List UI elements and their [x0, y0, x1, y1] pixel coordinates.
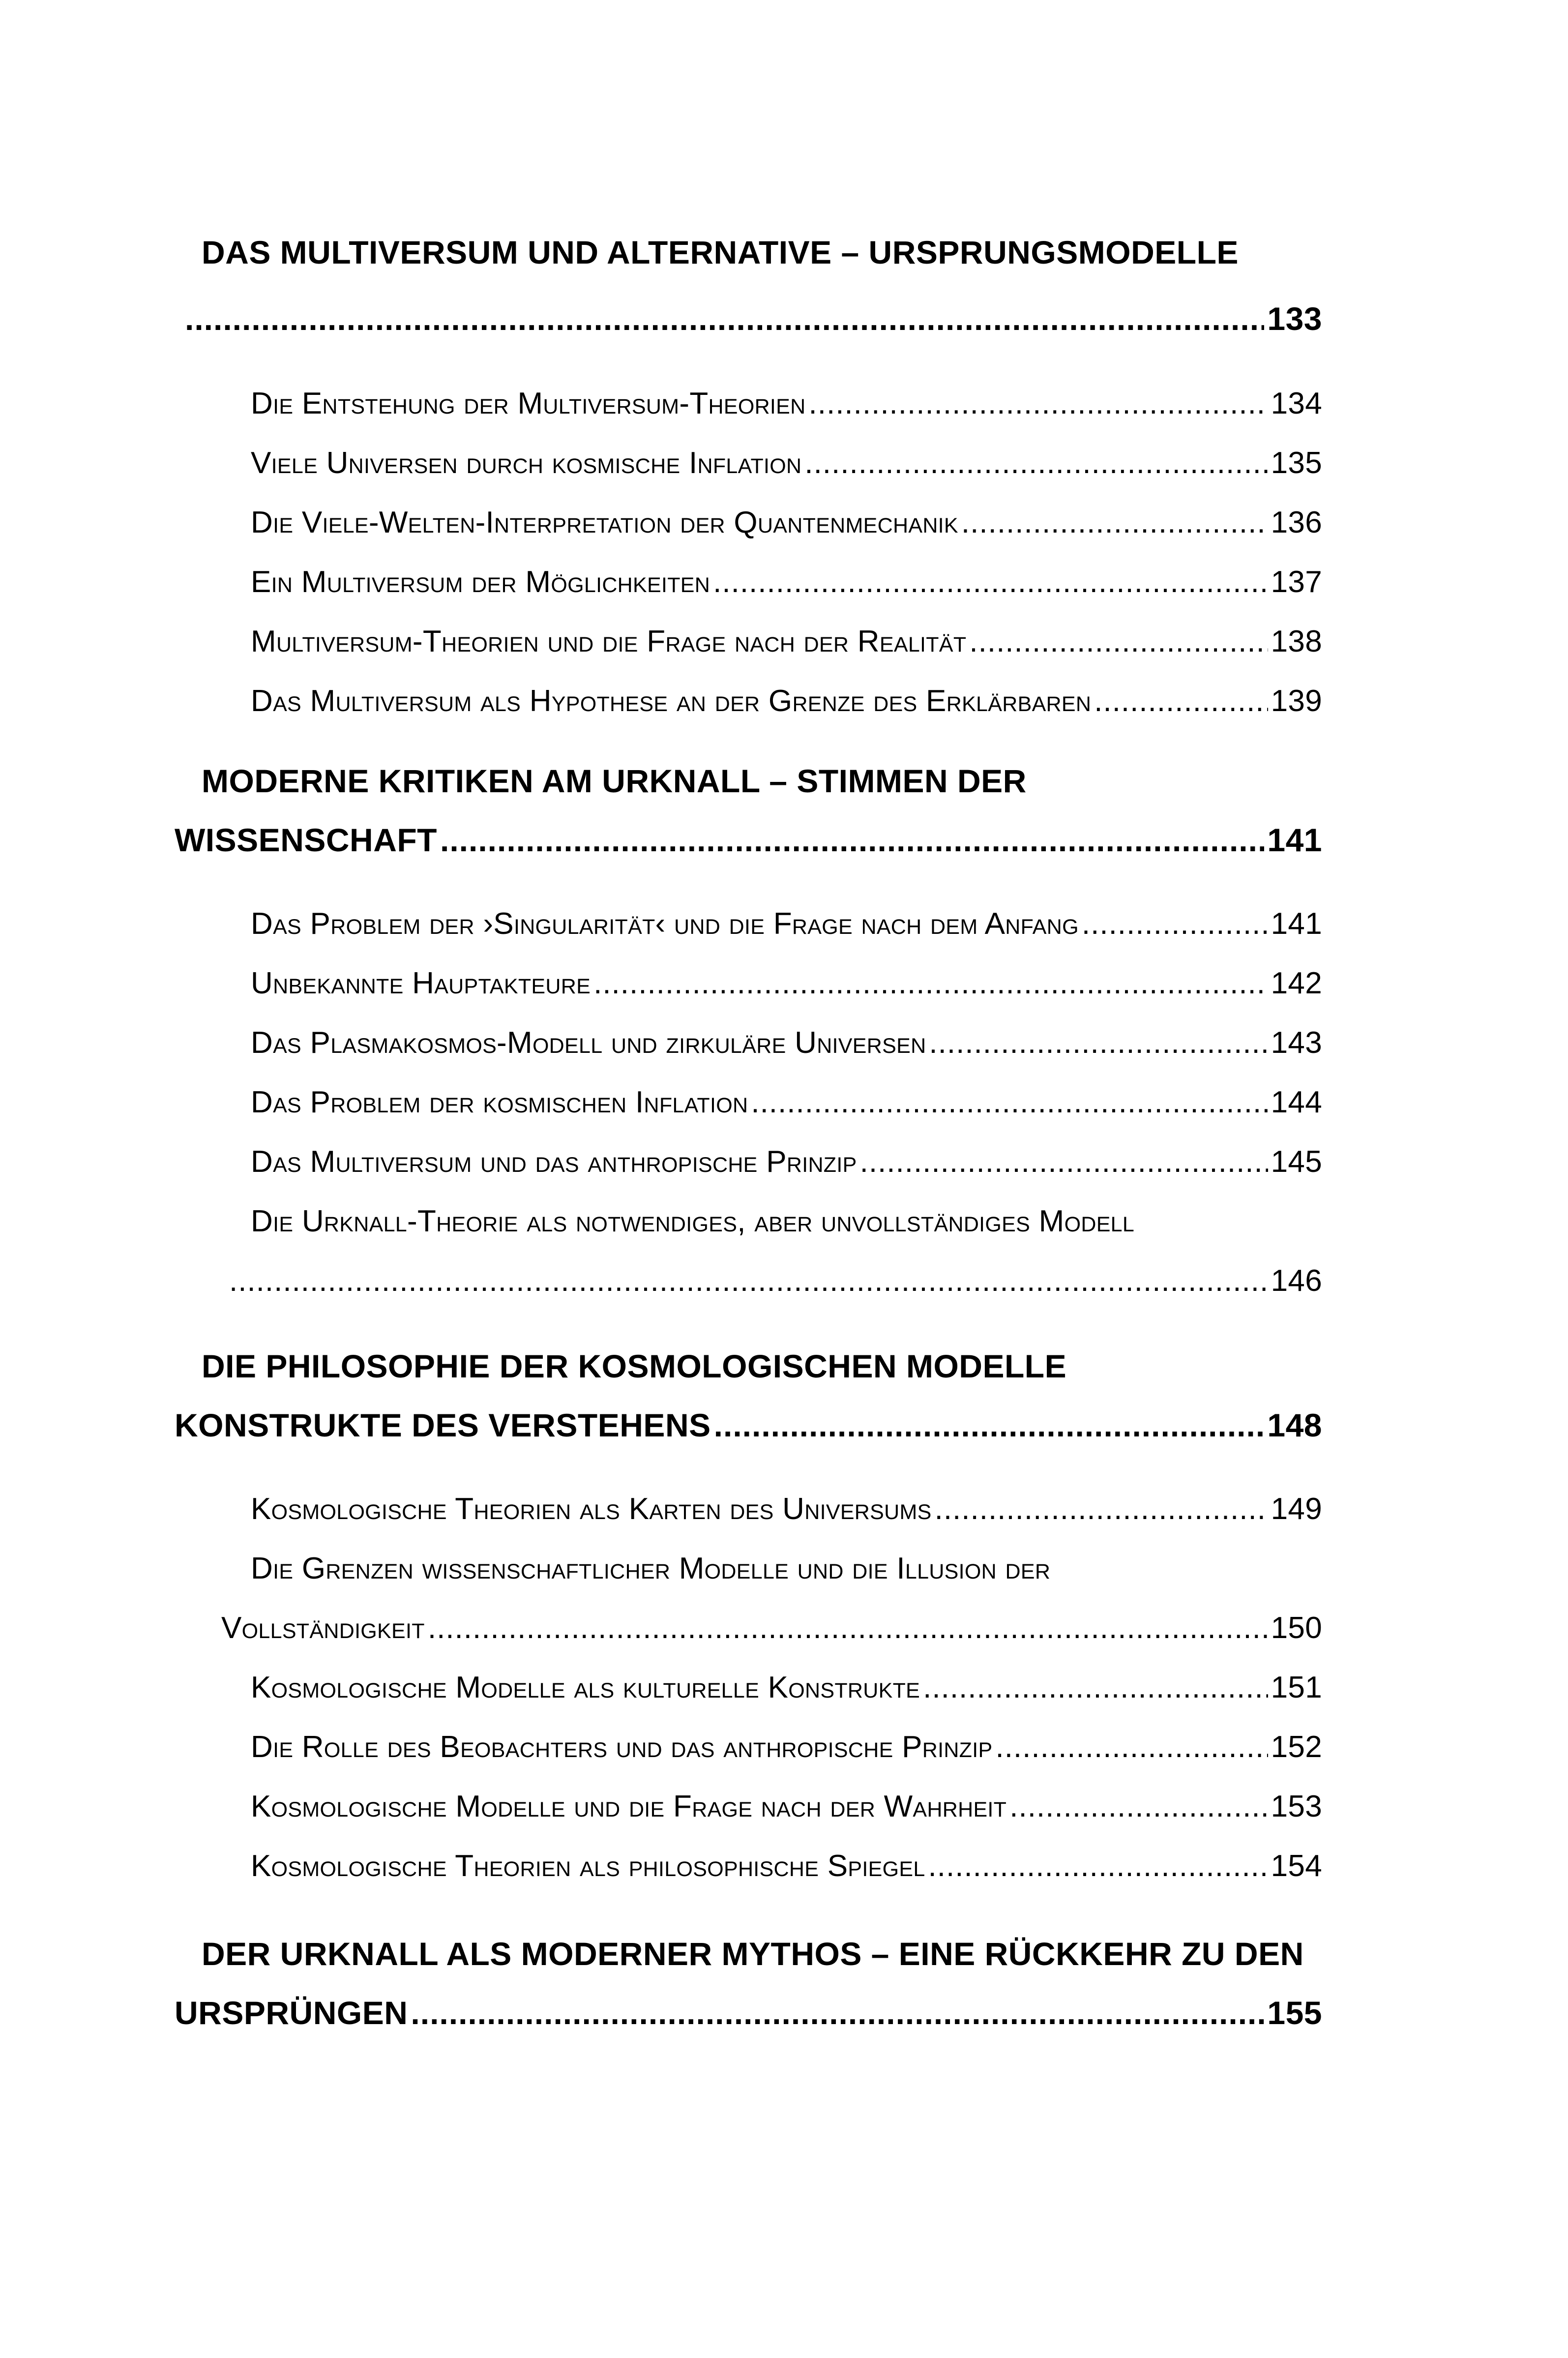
page-number: 153 — [1271, 1790, 1322, 1823]
section-entry[interactable] — [226, 1263, 1322, 1298]
page-number: 146 — [1271, 1264, 1322, 1298]
section-entry[interactable] — [251, 565, 1322, 599]
page-number: 133 — [1267, 300, 1322, 337]
section-entry[interactable] — [251, 1670, 1322, 1705]
leader-dots — [928, 1849, 1268, 1883]
section-entry[interactable] — [251, 1849, 1322, 1883]
leader-dots — [809, 386, 1268, 421]
page-number: 135 — [1271, 446, 1322, 480]
section-title: Das Multiversum als Hypothese an der Grenze des Erklärbaren — [251, 684, 1092, 718]
leader-dots — [411, 1994, 1264, 2031]
leader-dots — [751, 1085, 1268, 1120]
section-heading-line1[interactable] — [251, 1204, 1134, 1239]
leader-dots — [935, 1492, 1268, 1526]
leader-dots — [1009, 1789, 1268, 1824]
section-title: Viele Universen durch kosmische Inflation — [251, 446, 802, 480]
page-number: 148 — [1267, 1407, 1322, 1443]
section-entry[interactable] — [251, 1730, 1322, 1764]
section-title: Das Problem der kosmischen Inflation — [251, 1085, 748, 1119]
section-title: Das Multiversum und das anthropische Prinzip — [251, 1145, 857, 1179]
leader-dots — [923, 1670, 1268, 1705]
page-number: 137 — [1271, 565, 1322, 599]
leader-dots — [713, 565, 1268, 599]
chapter-entry[interactable] — [182, 300, 1322, 337]
chapter-entry[interactable] — [175, 1406, 1322, 1444]
section-entry[interactable] — [251, 1492, 1322, 1526]
section-entry[interactable] — [251, 386, 1322, 421]
page-number: 143 — [1271, 1026, 1322, 1060]
section-entry[interactable] — [251, 966, 1322, 1001]
page-number: 151 — [1271, 1671, 1322, 1704]
leader-dots — [995, 1730, 1268, 1764]
chapter-heading-line1[interactable] — [202, 762, 1027, 800]
page-number: 152 — [1271, 1730, 1322, 1764]
page-number: 150 — [1271, 1611, 1322, 1645]
chapter-heading-line1[interactable] — [202, 1347, 1066, 1385]
page-number: 134 — [1271, 387, 1322, 420]
section-entry[interactable] — [251, 446, 1322, 480]
leader-dots — [860, 1144, 1268, 1179]
section-heading-line1[interactable] — [251, 1551, 1050, 1586]
section-title: Die Entstehung der Multiversum-Theorien — [251, 387, 806, 420]
chapter-entry[interactable] — [175, 1994, 1322, 2031]
page-number: 144 — [1271, 1085, 1322, 1119]
chapter-title-cont: WISSENSCHAFT — [175, 822, 437, 858]
page-number: 149 — [1271, 1492, 1322, 1526]
section-title: Das Problem der ›Singularität‹ und die Frage nach dem Anfang — [251, 907, 1079, 941]
page-number: 154 — [1271, 1849, 1322, 1883]
page-number: 145 — [1271, 1145, 1322, 1179]
section-title: Kosmologische Theorien als philosophische Spiegel — [251, 1849, 925, 1883]
leader-dots — [714, 1406, 1265, 1444]
section-title: Die Grenzen wissenschaftlicher Modelle und die Illusion der — [251, 1552, 1051, 1585]
chapter-heading-line1[interactable] — [202, 234, 1239, 271]
page-number: 136 — [1271, 506, 1322, 539]
section-entry[interactable] — [251, 1025, 1322, 1060]
section-title: Die Urknall-Theorie als notwendiges, aber unvollständiges Modell — [251, 1204, 1135, 1238]
leader-dots — [804, 446, 1268, 480]
section-title: Kosmologische Modelle als kulturelle Konstrukte — [251, 1671, 920, 1704]
chapter-title-cont: URSPRÜNGEN — [175, 1995, 408, 2031]
leader-dots — [969, 624, 1268, 659]
leader-dots — [961, 505, 1268, 540]
section-title: Unbekannte Hauptakteure — [251, 966, 591, 1000]
page-number: 142 — [1271, 966, 1322, 1000]
section-entry[interactable] — [251, 1085, 1322, 1120]
chapter-title: DER URKNALL ALS MODERNER MYTHOS – EINE RÜCKKEHR ZU DEN — [202, 1936, 1304, 1972]
page-number: 141 — [1267, 822, 1322, 858]
leader-dots — [185, 300, 1264, 337]
leader-dots — [428, 1611, 1268, 1645]
page-number: 138 — [1271, 625, 1322, 658]
leader-dots — [1094, 684, 1268, 718]
section-title: Kosmologische Modelle und die Frage nach der Wahrheit — [251, 1790, 1007, 1823]
section-entry[interactable] — [251, 1789, 1322, 1824]
section-entry[interactable] — [251, 906, 1322, 941]
leader-dots — [929, 1025, 1268, 1060]
section-title: Die Viele-Welten-Interpretation der Quantenmechanik — [251, 506, 958, 539]
chapter-title: MODERNE KRITIKEN AM URKNALL – STIMMEN DER — [202, 763, 1027, 799]
section-entry[interactable] — [221, 1611, 1322, 1645]
page-number: 139 — [1271, 684, 1322, 718]
section-title: Das Plasmakosmos-Modell und zirkuläre Universen — [251, 1026, 926, 1060]
section-entry[interactable] — [251, 624, 1322, 659]
section-title: Kosmologische Theorien als Karten des Universums — [251, 1492, 932, 1526]
chapter-entry[interactable] — [175, 821, 1322, 859]
section-entry[interactable] — [251, 684, 1322, 718]
leader-dots — [593, 966, 1268, 1001]
leader-dots — [229, 1263, 1268, 1298]
section-entry[interactable] — [251, 505, 1322, 540]
page-number: 141 — [1271, 907, 1322, 941]
section-title: Ein Multiversum der Möglichkeiten — [251, 565, 710, 599]
section-entry[interactable] — [251, 1144, 1322, 1179]
leader-dots — [1082, 906, 1268, 941]
chapter-title: DIE PHILOSOPHIE DER KOSMOLOGISCHEN MODELLE — [202, 1348, 1067, 1384]
chapter-title: DAS MULTIVERSUM UND ALTERNATIVE – URSPRUNGSMODELLE — [202, 234, 1239, 270]
page-number: 155 — [1267, 1995, 1322, 2031]
leader-dots — [440, 821, 1264, 859]
chapter-heading-line1[interactable] — [202, 1935, 1304, 1972]
section-title: Die Rolle des Beobachters und das anthropische Prinzip — [251, 1730, 993, 1764]
chapter-title-cont: KONSTRUKTE DES VERSTEHENS — [175, 1407, 711, 1443]
section-title-cont: Vollständigkeit — [221, 1611, 425, 1645]
section-title: Multiversum-Theorien und die Frage nach der Realität — [251, 625, 967, 658]
